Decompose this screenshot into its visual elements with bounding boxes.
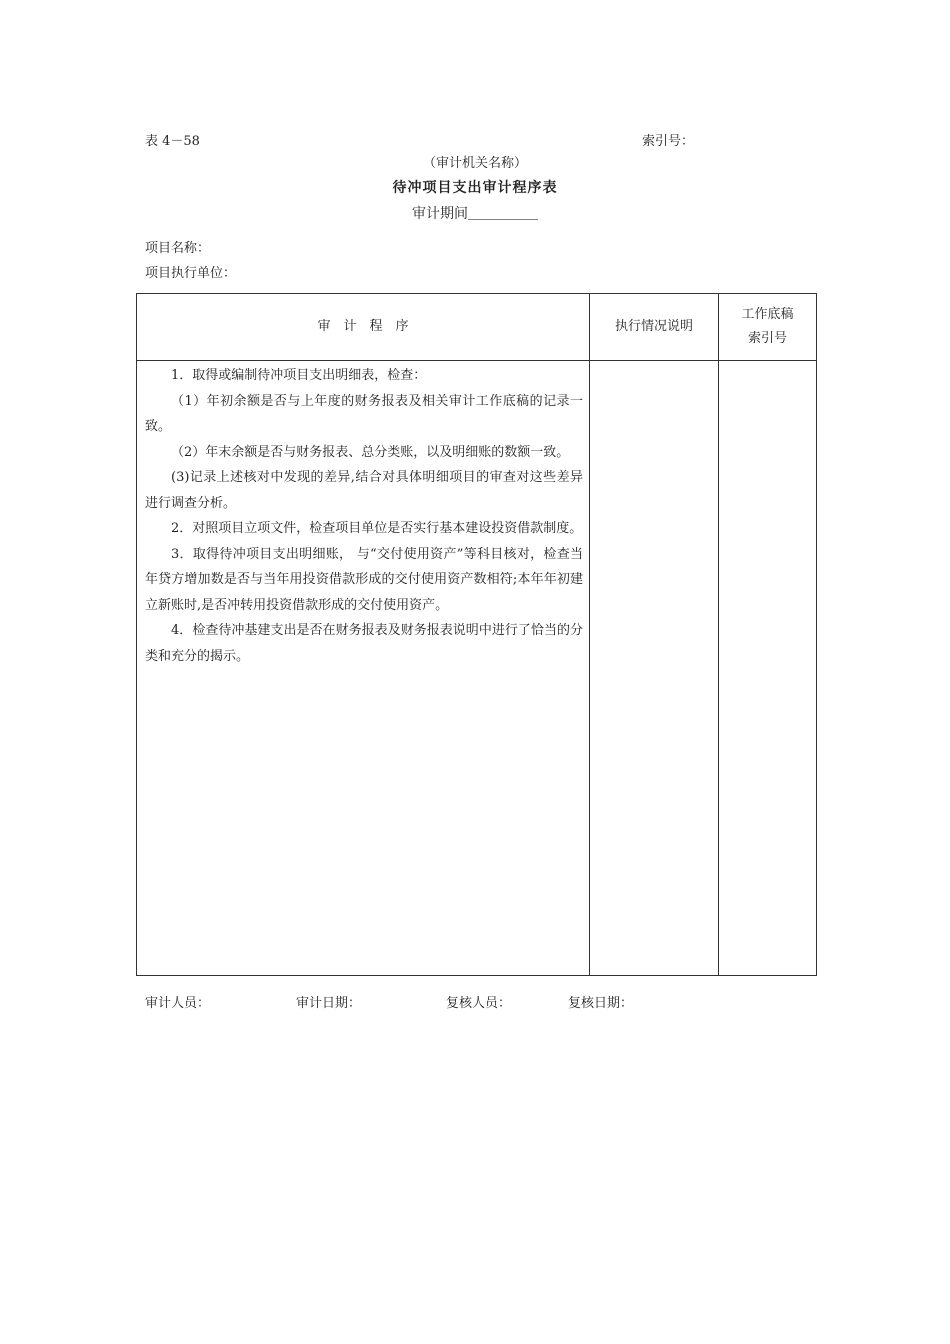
execution-cell[interactable] — [590, 361, 719, 976]
workpaper-index-cell[interactable] — [719, 361, 817, 976]
review-date-label: 复核日期： — [568, 996, 634, 1011]
project-name-label: 项目名称： — [145, 241, 211, 256]
procedure-item: （1）年初余额是否与上年度的财务报表及相关审计工作底稿的记录一致。 — [145, 393, 583, 434]
table-header-row — [137, 294, 817, 361]
procedure-item: 1．取得或编制待冲项目支出明细表，检查： — [171, 368, 427, 383]
reviewer-label: 复核人员： — [446, 996, 512, 1011]
audit-date-label: 审计日期： — [296, 996, 362, 1011]
audit-procedure-table — [136, 293, 817, 976]
header-workpaper-line2: 索引号 — [747, 331, 787, 346]
audit-period: 审计期间＿＿＿＿＿ — [412, 206, 538, 222]
procedure-item: （2）年末余额是否与财务报表、总分类账，以及明细账的数额一致。 — [171, 444, 570, 460]
index-number-label: 索引号： — [642, 134, 695, 149]
procedure-item: 4．检查待冲基建支出是否在财务报表及财务报表说明中进行了恰当的分类和充分的揭示。 — [145, 623, 583, 664]
auditor-label: 审计人员： — [145, 996, 211, 1011]
header-execution: 执行情况说明 — [590, 294, 719, 361]
procedure-item: 3．取得待冲项目支出明细账， 与“交付使用资产”等科目核对，检查当年贷方增加数是否与当年用投资借款形成的交付使用资产数相符;本年年初建立新账时,是否冲转用投资借款形成的交付使用资产。 — [145, 546, 583, 613]
page-title: 待冲项目支出审计程序表 — [392, 180, 558, 196]
procedure-item: 2．对照项目立项文件，检查项目单位是否实行基本建设投资借款制度。 — [171, 521, 583, 536]
procedure-cell — [137, 361, 590, 976]
table-number: 表 4－58 — [145, 134, 200, 149]
project-unit-label: 项目执行单位： — [145, 266, 237, 281]
header-workpaper-line1: 工作底稿 — [741, 307, 794, 322]
table-body-row — [137, 361, 817, 976]
audit-agency-name: （审计机关名称） — [422, 156, 527, 171]
header-procedure: 审 计 程 序 — [137, 294, 590, 361]
procedure-item: (3)记录上述核对中发现的差异,结合对具体明细项目的审查对这些差异进行调查分析。 — [145, 470, 583, 511]
header-workpaper-index — [719, 294, 817, 361]
